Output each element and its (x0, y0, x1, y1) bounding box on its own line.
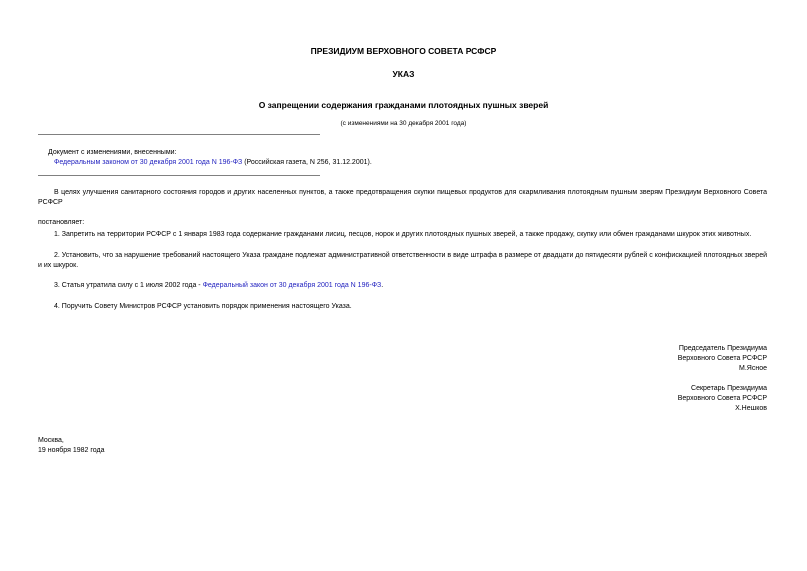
document-title: О запрещении содержания гражданами плотоядных пушных зверей (258, 100, 549, 110)
date: 19 ноября 1982 года (38, 447, 105, 454)
place: Москва, (38, 437, 64, 444)
presidium-heading: ПРЕЗИДИУМ ВЕРХОВНОГО СОВЕТА РСФСР (310, 46, 497, 56)
secretary-title-2: Верховного Совета РСФСР (677, 395, 767, 402)
changes-line (54, 158, 372, 168)
federal-law-link[interactable]: Федеральным законом от 30 декабря 2001 года N 196-ФЗ (54, 159, 243, 166)
secretary-title-1: Секретарь Президиума (691, 385, 767, 392)
item-3-text: 3. Статья утратила силу с 1 июля 2002 года - (54, 282, 203, 289)
secretary-name: Х.Нешков (735, 405, 767, 412)
item-4: 4. Поручить Совету Министров РСФСР установить порядок применения настоящего Указа. (54, 303, 352, 310)
top-divider (38, 134, 320, 135)
changes-intro: Документ с изменениями, внесенными: (48, 149, 177, 156)
amendments-note: (с изменениями на 30 декабря 2001 года) (340, 120, 467, 127)
item-2: 2. Установить, что за нарушение требований настоящего Указа граждане подлежат административной ответственности в виде штрафа в размере от двадцати до пятидесяти рублей с конфискацией плотоядных зверей и их шкурок. (38, 252, 767, 269)
decree-word: постановляет: (38, 219, 85, 226)
chairman-name: М.Ясное (739, 365, 767, 372)
doc-type-heading: УКАЗ (392, 69, 415, 79)
changes-source: (Российская газета, N 256, 31.12.2001). (242, 159, 372, 166)
item-3-law-link[interactable]: Федеральный закон от 30 декабря 2001 года N 196-ФЗ (202, 282, 382, 289)
preamble-paragraph: В целях улучшения санитарного состояния городов и других населенных пунктов, а также предотвращения скупки пищевых продуктов для скармливания плотоядным пушным зверям Президиум Верховного Совета РСФСР (38, 189, 767, 206)
item-1: 1. Запретить на территории РСФСР с 1 января 1983 года содержание гражданами лисиц, песцов, норок и других плотоядных пушных зверей, а также продажу, скупку или обмен гражданами шкурок этих животных. (54, 231, 752, 238)
item-3 (54, 281, 383, 291)
bottom-divider (38, 175, 320, 176)
item-3-end: . (381, 282, 384, 289)
chairman-title-1: Председатель Президиума (678, 345, 767, 352)
chairman-title-2: Верховного Совета РСФСР (677, 355, 767, 362)
